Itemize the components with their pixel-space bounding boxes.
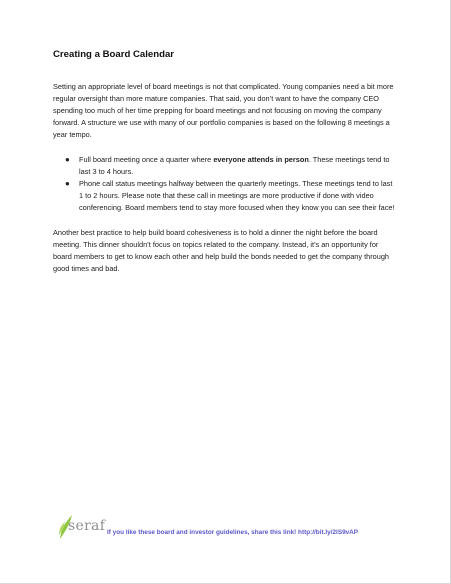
seraf-logo [58, 511, 108, 541]
page-footer [58, 511, 438, 541]
document-title: Creating a Board Calendar [53, 49, 175, 60]
document-body [53, 48, 398, 288]
meeting-list [53, 154, 398, 214]
intro-paragraph: Setting an appropriate level of board meetings is not that complicated. Young companies need a bit more regular oversight than more mature companies. That said, you don’t want to have the company CEO spending too much of her time prepping for board meetings and not focusing on moving the company forward. A structure we use with many of our portfolio companies is based on the following 8 meetings a year tempo. [53, 82, 394, 139]
bullet-icon: ● [65, 179, 70, 188]
bullet-text-start: Full board meeting once a quarter where [79, 155, 214, 164]
bullet-text: Phone call status meetings halfway between the quarterly meetings. These meetings tend to last 1 to 2 hours. Please note that these call in meetings are more productive if done with video conferencing. Board members tend to stay more focused when they know you can see their face! [79, 179, 395, 212]
share-link[interactable]: If you like these board and investor guidelines, share this link! http://bit.ly/2lS9vAP [107, 529, 359, 536]
list-item [53, 154, 398, 178]
list-item [53, 178, 398, 214]
bullet-icon: ● [65, 155, 70, 164]
closing-paragraph: Another best practice to help build board cohesiveness is to hold a dinner the night before the board meeting. This dinner shouldn’t focus on topics related to the company. Instead, it’s an opportunity for board members to get to know each other and help build the bonds needed to get the company through good times and bad. [53, 228, 390, 273]
bullet-text-end: . These meetings tend to last 3 to 4 hours. [79, 155, 390, 176]
bullet-text-bold: everyone attends in person [213, 155, 309, 164]
logo-wordmark: seraf [68, 518, 106, 534]
